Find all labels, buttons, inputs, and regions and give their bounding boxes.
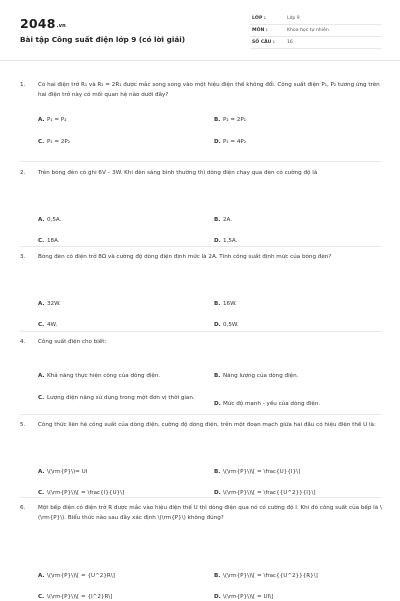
option-c[interactable] [38,489,208,497]
option-text: P₂ = 2P₁ [223,117,247,123]
question-1 [20,80,382,145]
question-number: 5. [20,422,26,428]
option-text: \(\rm{P}\)\[ = \frac{{U^2}}{I}\] [223,490,316,496]
option-c[interactable] [38,237,208,245]
option-letter: C. [38,395,45,401]
question-4 [20,337,382,407]
question-5 [20,420,382,496]
option-c[interactable] [38,321,208,329]
option-letter: B. [214,117,221,123]
option-letter: C. [38,322,45,328]
option-text: Năng lượng của dòng điện. [223,373,299,379]
option-b[interactable] [214,372,382,380]
option-text: \(\rm{P}\)\[ = \frac{U}{I}\] [223,469,301,475]
page-header [0,0,400,58]
option-b[interactable] [214,300,382,308]
question-number: 3. [20,254,26,260]
question-2 [20,168,382,244]
question-divider [20,246,382,247]
option-text: 0,5W. [223,322,239,328]
meta-subject-value: Khoa học tự nhiên [287,28,329,33]
option-text: \(\rm{P}\)\[ = {U^2}R\] [47,573,115,579]
option-d[interactable] [214,237,382,245]
meta-grade-label: LỚP : [252,16,266,21]
option-d[interactable] [214,400,382,408]
meta-subject-label: MÔN : [252,28,268,33]
option-text: \(\rm{P}\)\[ = UI\] [223,594,274,600]
option-a[interactable] [38,116,208,124]
question-divider [20,331,382,332]
option-text: \(\rm{P}\)\[ = \frac{I}{U}\] [47,490,125,496]
meta-count-value: 16 [287,40,293,45]
meta-subject-row [250,25,382,37]
question-number: 4. [20,339,26,345]
question-divider [20,414,382,415]
option-text: P₁ = 4P₂ [223,139,247,145]
option-letter: A. [38,573,45,579]
option-text: 18A. [47,238,60,244]
option-a[interactable] [38,468,208,476]
meta-grade-value: Lớp 9 [287,16,300,21]
question-divider [20,497,382,498]
document-title: Bài tập Công suất điện lớp 9 (có lời giải) [20,35,186,44]
logo-suffix: .vn [56,23,66,29]
option-c[interactable] [38,394,208,402]
option-a[interactable] [38,572,208,580]
option-letter: B. [214,217,221,223]
option-d[interactable] [214,138,382,146]
header-divider [0,60,400,61]
option-text: \(\rm{P}\)\[ = \frac{{U^2}}{R}\] [223,573,318,579]
option-letter: B. [214,573,221,579]
option-c[interactable] [38,138,208,146]
meta-count-row [250,37,382,49]
meta-count-label: SỐ CÂU : [252,40,275,45]
question-3 [20,252,382,328]
option-b[interactable] [214,216,382,224]
option-letter: A. [38,469,45,475]
question-text: Công thức liên hệ công suất của dòng điện, cường độ dòng điện, trên một đoạn mạch giữa hai đầu có hiệu điện thế U là: [38,422,376,428]
question-number: 1. [20,82,26,88]
option-a[interactable] [38,216,208,224]
option-letter: D. [214,490,221,496]
logo-text: 2048 [20,16,56,31]
site-logo[interactable] [20,16,66,31]
option-b[interactable] [214,572,382,580]
option-letter: C. [38,594,45,600]
question-text: Có hai điện trở R₁ và R₂ = 2R₁ được mắc song song vào một hiệu điện thế không đổi. Công suất điện P₁, P₂ tương ứng trên hai điện trở này có mối quan hệ nào dưới đây? [38,82,380,98]
option-a[interactable] [38,300,208,308]
option-letter: B. [214,373,221,379]
option-letter: D. [214,238,221,244]
option-text: P₁ = 2P₂ [47,139,71,145]
question-text: Bóng đèn có điện trở 8Ω và cường độ dòng điện định mức là 2A. Tính công suất định mức của bóng đèn? [38,254,332,260]
option-letter: A. [38,217,45,223]
option-text: Lượng điện năng sử dụng trong một đơn vị thời gian. [47,395,195,401]
question-divider [20,161,382,162]
option-text: Mức độ mạnh - yếu của dòng điện. [223,401,321,407]
option-text: Khả năng thực hiện công của dòng điện. [47,373,161,379]
option-text: \(\rm{P}\)= UI [47,469,88,475]
option-letter: D. [214,401,221,407]
option-letter: B. [214,469,221,475]
document-meta [250,13,382,49]
option-letter: D. [214,594,221,600]
option-letter: C. [38,139,45,145]
question-text: Trên bóng đèn có ghi 6V – 3W. Khi đèn sáng bình thường thì dòng điện chạy qua đèn có cường độ là [38,170,318,176]
option-b[interactable] [214,116,382,124]
question-6 [20,503,382,600]
option-letter: C. [38,490,45,496]
question-text: Công suất điện cho biết: [38,339,107,345]
meta-grade-row [250,13,382,25]
option-letter: B. [214,301,221,307]
option-d[interactable] [214,321,382,329]
option-text: 16W. [223,301,237,307]
option-letter: A. [38,301,45,307]
option-text: 2A. [223,217,233,223]
option-d[interactable] [214,489,382,497]
option-text: 4W. [47,322,58,328]
option-letter: A. [38,373,45,379]
option-text: 0,5A. [47,217,62,223]
option-letter: D. [214,139,221,145]
option-b[interactable] [214,468,382,476]
option-text: 32W. [47,301,61,307]
option-letter: C. [38,238,45,244]
question-text: Một bếp điện có điện trở R được mắc vào hiệu điện thế U thì dòng điện qua nó có cường độ I. Khi đó công suất của bếp là \(\rm{P}\). Biểu thức nào sau đây xác định \(\rm{P}\) không đúng? [38,505,382,521]
question-number: 6. [20,505,26,511]
option-text: \(\rm{P}\)\[ = {I^2}R\] [47,594,113,600]
option-text: P₁ = P₂ [47,117,67,123]
option-letter: A. [38,117,45,123]
option-letter: D. [214,322,221,328]
question-number: 2. [20,170,26,176]
option-a[interactable] [38,372,208,380]
option-text: 1,5A. [223,238,238,244]
